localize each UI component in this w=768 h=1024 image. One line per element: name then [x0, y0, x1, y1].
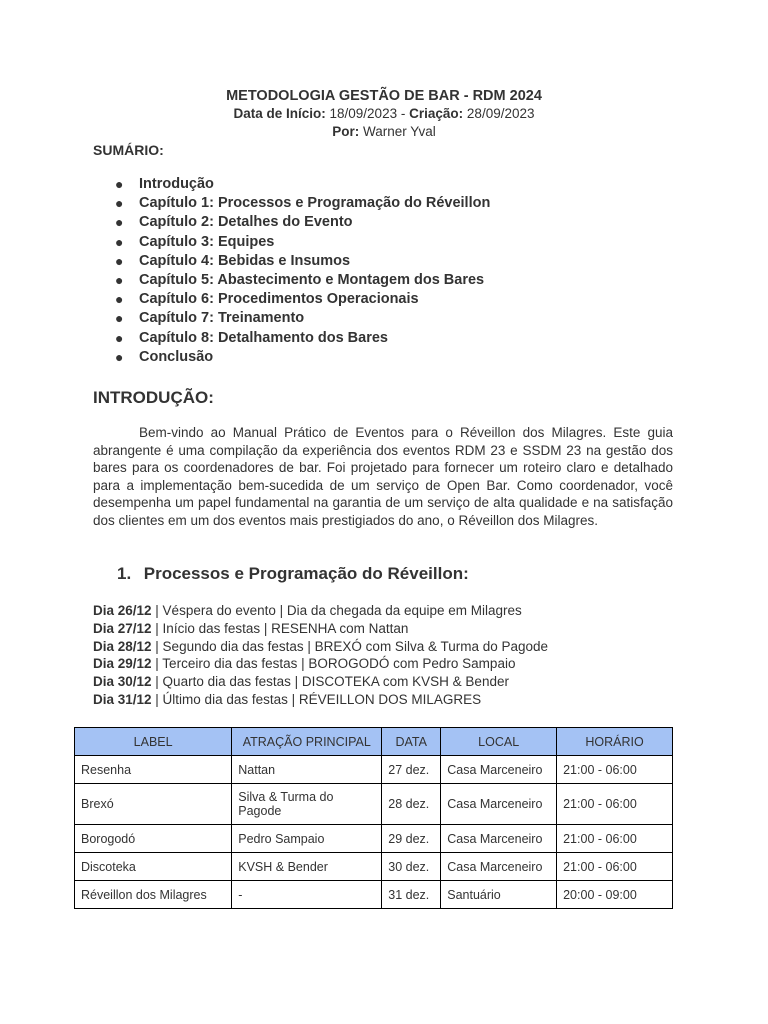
schedule-day: Dia 27/12 | Início das festas | RESENHA com Nattan: [93, 620, 409, 636]
table-cell: -: [232, 881, 382, 909]
bullet-icon: ●: [115, 252, 124, 269]
created-date-value: 28/09/2023: [466, 106, 535, 121]
table-cell: Casa Marceneiro: [441, 825, 557, 853]
table-cell: 31 dez.: [382, 881, 441, 909]
table-cell: Nattan: [232, 756, 382, 784]
bullet-icon: ●: [115, 214, 124, 231]
column-header-date: DATA: [382, 728, 441, 756]
document-author: [0, 123, 768, 141]
table-cell: 27 dez.: [382, 756, 441, 784]
column-header-label: LABEL: [75, 728, 232, 756]
column-header-location: LOCAL: [441, 728, 557, 756]
document-dates: [0, 105, 768, 123]
bullet-icon: ●: [115, 195, 124, 212]
author-label: Por:: [332, 124, 360, 139]
table-row: [75, 784, 673, 825]
bullet-icon: ●: [115, 310, 124, 327]
section-title: Processos e Programação do Réveillon:: [143, 564, 469, 583]
start-date-value: 18/09/2023: [329, 106, 398, 121]
schedule-day: Dia 31/12 | Último dia das festas | RÉVEILLON DOS MILAGRES: [93, 691, 482, 707]
summary-list: [93, 175, 490, 367]
summary-item: ● Capítulo 7: Treinamento: [93, 309, 490, 328]
events-table: [74, 727, 673, 909]
table-cell: Silva & Turma do Pagode: [232, 784, 382, 825]
start-date-label: Data de Início:: [233, 106, 326, 121]
bullet-icon: ●: [115, 233, 124, 250]
schedule-day: Dia 26/12 | Véspera do evento | Dia da chegada da equipe em Milagres: [93, 603, 522, 618]
table-cell: 21:00 - 06:00: [557, 825, 673, 853]
table-cell: Casa Marceneiro: [441, 784, 557, 825]
table-cell: 21:00 - 06:00: [557, 756, 673, 784]
summary-item: ● Capítulo 4: Bebidas e Insumos: [93, 252, 490, 271]
summary-heading: SUMÁRIO:: [93, 142, 164, 158]
intro-heading: INTRODUÇÃO:: [93, 388, 214, 407]
date-separator: -: [400, 106, 406, 121]
table-row: [75, 756, 673, 784]
bullet-icon: ●: [115, 348, 124, 365]
table-cell: 20:00 - 09:00: [557, 881, 673, 909]
table-cell: Réveillon dos Milagres: [75, 881, 232, 909]
section-number: 1.: [117, 564, 132, 583]
summary-item: ● Capítulo 6: Procedimentos Operacionais: [93, 290, 490, 309]
bullet-icon: ●: [115, 271, 124, 288]
summary-item: ● Capítulo 8: Detalhamento dos Bares: [93, 329, 490, 348]
schedule-day: Dia 28/12 | Segundo dia das festas | BREXÓ com Silva & Turma do Pagode: [93, 638, 549, 654]
summary-item: ● Capítulo 5: Abastecimento e Montagem dos Bares: [93, 271, 490, 290]
table-cell: Casa Marceneiro: [441, 853, 557, 881]
table-cell: 29 dez.: [382, 825, 441, 853]
table-row: [75, 881, 673, 909]
schedule-list: [93, 602, 548, 709]
schedule-day: Dia 29/12 | Terceiro dia das festas | BOROGODÓ com Pedro Sampaio: [93, 656, 516, 672]
table-cell: Discoteka: [75, 853, 232, 881]
table-row: [75, 825, 673, 853]
table-cell: Borogodó: [75, 825, 232, 853]
table-header-row: [75, 728, 673, 756]
table-cell: Casa Marceneiro: [441, 756, 557, 784]
table-cell: 21:00 - 06:00: [557, 784, 673, 825]
bullet-icon: ●: [115, 291, 124, 308]
table-cell: 21:00 - 06:00: [557, 853, 673, 881]
summary-item: ● Capítulo 3: Equipes: [93, 233, 490, 252]
table-cell: KVSH & Bender: [232, 853, 382, 881]
summary-item: ● Capítulo 1: Processos e Programação do Réveillon: [93, 194, 490, 213]
summary-item: ● Conclusão: [93, 348, 490, 367]
document-title: METODOLOGIA GESTÃO DE BAR - RDM 2024: [226, 88, 542, 104]
column-header-time: HORÁRIO: [557, 728, 673, 756]
summary-item: ● Capítulo 2: Detalhes do Evento: [93, 213, 490, 232]
schedule-day: Dia 30/12 | Quarto dia das festas | DISCOTEKA com KVSH & Bender: [93, 674, 509, 690]
column-header-attraction: ATRAÇÃO PRINCIPAL: [232, 728, 382, 756]
section-1-heading: [117, 563, 469, 585]
bullet-icon: ●: [115, 176, 124, 192]
table-cell: Resenha: [75, 756, 232, 784]
table-cell: Pedro Sampaio: [232, 825, 382, 853]
table-cell: Brexó: [75, 784, 232, 825]
author-value: Warner Yval: [362, 124, 436, 139]
bullet-icon: ●: [115, 329, 124, 346]
created-date-label: Criação:: [409, 106, 464, 121]
table-row: [75, 853, 673, 881]
summary-item: ● Introdução: [93, 175, 490, 194]
intro-paragraph: Bem-vindo ao Manual Prático de Eventos para o Réveillon dos Milagres. Este guia abrangente é uma compilação da experiência dos eventos RDM 23 e SSDM 23 na gestão dos bares para os coordenadores de bar. Foi projetado para fornecer um roteiro claro e detalhado para a implementação bem-sucedida de um serviço de Open Bar. Como coordenador, você desempenha um papel fundamental na garantia de um serviço de alta qualidade e na satisfação dos clientes em um dos eventos mais prestigiados do ano, o Réveillon dos Milagres.: [93, 425, 673, 528]
table-cell: 28 dez.: [382, 784, 441, 825]
table-cell: 30 dez.: [382, 853, 441, 881]
table-cell: Santuário: [441, 881, 557, 909]
